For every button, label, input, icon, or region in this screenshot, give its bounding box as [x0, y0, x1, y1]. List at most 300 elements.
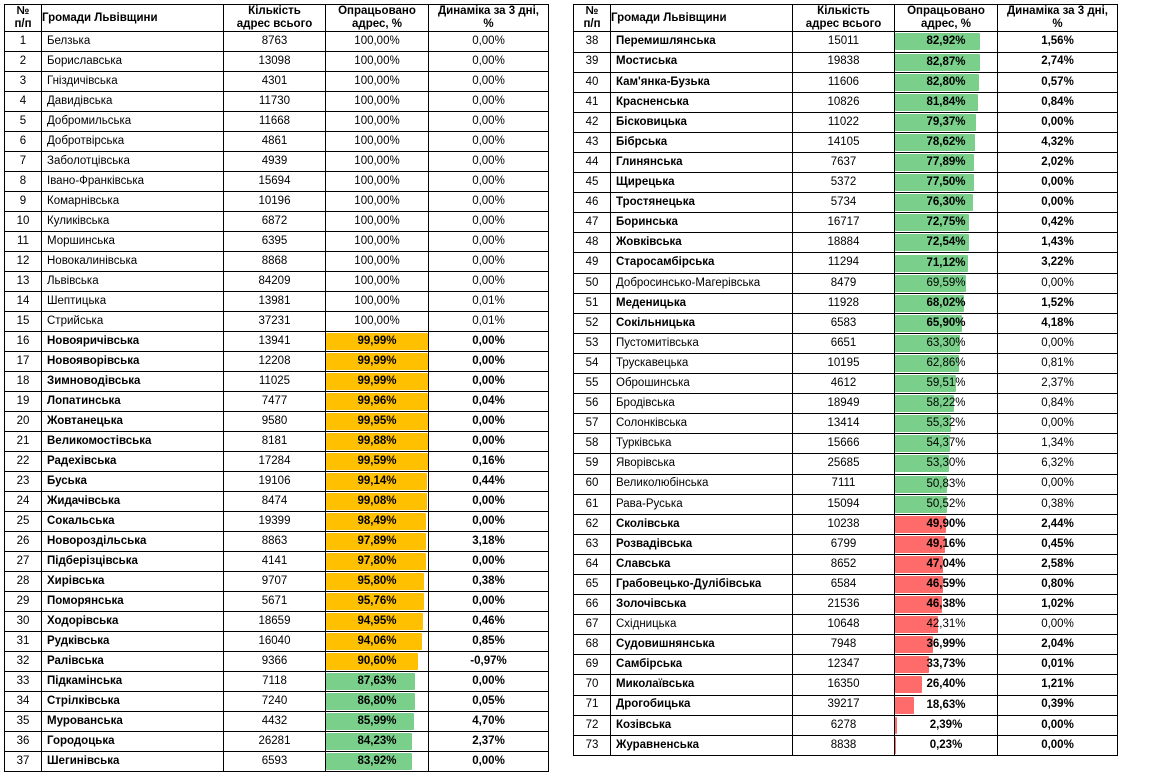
row-number: 41	[574, 92, 611, 112]
processed-bar-wrapper	[895, 476, 997, 493]
processed-bar-wrapper	[326, 433, 428, 450]
row-number: 18	[5, 372, 42, 392]
dynamics-percent: 0,00%	[429, 432, 549, 452]
header-processed	[326, 5, 429, 32]
table-row	[5, 692, 549, 712]
table-row	[574, 474, 1118, 494]
processed-bar-wrapper	[895, 54, 997, 71]
row-number: 38	[574, 32, 611, 52]
table-body-left	[5, 32, 549, 772]
community-name: Великомостівська	[42, 432, 224, 452]
row-number: 24	[5, 492, 42, 512]
community-name: Добромильська	[42, 112, 224, 132]
table-header-right	[574, 5, 1118, 32]
processed-bar-wrapper	[326, 353, 428, 370]
row-number: 72	[574, 715, 611, 735]
community-name: Куликівська	[42, 212, 224, 232]
processed-percent-cell	[895, 333, 998, 353]
row-number: 23	[5, 472, 42, 492]
dynamics-percent: 2,02%	[998, 153, 1118, 173]
processed-percent-value: 99,99%	[357, 335, 397, 348]
table-row	[574, 595, 1118, 615]
row-number: 27	[5, 552, 42, 572]
processed-bar-wrapper	[895, 596, 997, 613]
dynamics-percent: 0,00%	[429, 352, 549, 372]
table-row	[5, 232, 549, 252]
processed-percent-value: 2,39%	[929, 718, 963, 731]
processed-percent-cell	[326, 252, 429, 272]
row-number: 21	[5, 432, 42, 452]
addresses-total: 19106	[224, 472, 326, 492]
table-row	[574, 454, 1118, 474]
row-number: 5	[5, 112, 42, 132]
processed-percent-value: 94,06%	[357, 635, 397, 648]
dynamics-percent: 2,44%	[998, 514, 1118, 534]
processed-bar-wrapper	[895, 295, 997, 312]
row-number: 43	[574, 132, 611, 152]
row-number: 45	[574, 173, 611, 193]
header-processed-line1: Опрацьовано	[338, 5, 416, 17]
processed-percent-value: 0,23%	[929, 738, 963, 751]
table-row	[5, 452, 549, 472]
table-row	[5, 512, 549, 532]
processed-bar-wrapper	[326, 233, 428, 250]
dynamics-percent: 0,00%	[998, 112, 1118, 132]
table-row	[5, 312, 549, 332]
processed-bar-wrapper	[326, 413, 428, 430]
processed-bar-wrapper	[895, 94, 997, 111]
table-row	[574, 233, 1118, 253]
row-number: 59	[574, 454, 611, 474]
addresses-total: 8652	[793, 554, 895, 574]
community-name: Розвадівська	[611, 534, 793, 554]
row-number: 68	[574, 635, 611, 655]
header-processed	[895, 5, 998, 32]
community-name: Миколаївська	[611, 675, 793, 695]
processed-bar-wrapper	[326, 613, 428, 630]
processed-bar-wrapper	[326, 193, 428, 210]
processed-bar-wrapper	[895, 275, 997, 292]
row-number: 3	[5, 72, 42, 92]
processed-bar-wrapper	[895, 315, 997, 332]
table-row	[5, 372, 549, 392]
table-row	[5, 112, 549, 132]
table-row	[574, 153, 1118, 173]
processed-bar-wrapper	[326, 293, 428, 310]
processed-bar-wrapper	[895, 697, 997, 714]
addresses-total: 6278	[793, 715, 895, 735]
community-name: Старосамбірська	[611, 253, 793, 273]
addresses-total: 7477	[224, 392, 326, 412]
processed-percent-cell	[895, 635, 998, 655]
table-row	[5, 752, 549, 772]
community-name: Хирівська	[42, 572, 224, 592]
processed-percent-value: 85,99%	[357, 715, 397, 728]
addresses-total: 14105	[793, 132, 895, 152]
processed-percent-cell	[326, 92, 429, 112]
dynamics-percent: 1,34%	[998, 434, 1118, 454]
processed-percent-value: 81,84%	[926, 95, 966, 108]
addresses-total: 84209	[224, 272, 326, 292]
processed-bar-wrapper	[895, 717, 997, 734]
processed-bar-wrapper	[895, 435, 997, 452]
dynamics-percent: 0,39%	[998, 695, 1118, 715]
processed-percent-value: 90,60%	[357, 655, 397, 668]
header-addresses-line1: Кількість	[248, 5, 301, 17]
table-row	[574, 414, 1118, 434]
processed-percent-value: 49,90%	[926, 517, 966, 530]
table-row	[574, 735, 1118, 755]
table-row	[574, 655, 1118, 675]
processed-percent-cell	[326, 572, 429, 592]
processed-percent-value: 100,00%	[354, 215, 400, 228]
processed-percent-cell	[326, 732, 429, 752]
community-name: Рудківська	[42, 632, 224, 652]
addresses-total: 5671	[224, 592, 326, 612]
processed-bar-wrapper	[895, 375, 997, 392]
header-row	[5, 5, 549, 32]
processed-percent-cell	[326, 532, 429, 552]
processed-percent-cell	[326, 432, 429, 452]
table-row	[574, 374, 1118, 394]
dynamics-percent: 0,00%	[429, 52, 549, 72]
communities-table-right	[573, 4, 1118, 756]
processed-bar-wrapper	[326, 213, 428, 230]
addresses-total: 5734	[793, 193, 895, 213]
processed-percent-value: 78,62%	[926, 135, 966, 148]
processed-percent-value: 100,00%	[354, 275, 400, 288]
community-name: Заболотцівська	[42, 152, 224, 172]
row-number: 22	[5, 452, 42, 472]
processed-bar-wrapper	[326, 273, 428, 290]
addresses-total: 15094	[793, 494, 895, 514]
processed-percent-value: 95,76%	[357, 595, 397, 608]
processed-percent-cell	[326, 692, 429, 712]
processed-percent-cell	[895, 132, 998, 152]
processed-percent-cell	[895, 735, 998, 755]
dynamics-percent: 2,37%	[998, 374, 1118, 394]
row-number: 26	[5, 532, 42, 552]
addresses-total: 10648	[793, 615, 895, 635]
table-row	[5, 392, 549, 412]
processed-bar-wrapper	[326, 553, 428, 570]
addresses-total: 11294	[793, 253, 895, 273]
addresses-total: 13981	[224, 292, 326, 312]
community-name: Трускавецька	[611, 353, 793, 373]
processed-percent-value: 50,52%	[926, 497, 966, 510]
table-row	[574, 534, 1118, 554]
addresses-total: 8763	[224, 32, 326, 52]
processed-bar-wrapper	[895, 154, 997, 171]
community-name: Жовківська	[611, 233, 793, 253]
addresses-total: 7111	[793, 474, 895, 494]
processed-percent-cell	[895, 92, 998, 112]
row-number: 1	[5, 32, 42, 52]
table-row	[574, 434, 1118, 454]
processed-percent-cell	[326, 372, 429, 392]
header-number-line1: №	[585, 5, 599, 17]
dynamics-percent: 0,01%	[429, 292, 549, 312]
addresses-total: 4141	[224, 552, 326, 572]
processed-percent-value: 72,75%	[926, 216, 966, 229]
table-row	[574, 635, 1118, 655]
community-name: Судовишнянська	[611, 635, 793, 655]
processed-percent-value: 82,87%	[926, 55, 966, 68]
table-row	[574, 353, 1118, 373]
community-name: Кам'янка-Бузька	[611, 72, 793, 92]
community-name: Стрілківська	[42, 692, 224, 712]
processed-bar-wrapper	[895, 737, 997, 754]
processed-percent-cell	[326, 272, 429, 292]
addresses-total: 8838	[793, 735, 895, 755]
dynamics-percent: 1,56%	[998, 32, 1118, 52]
table-row	[5, 652, 549, 672]
header-addresses-line1: Кількість	[817, 5, 870, 17]
processed-percent-cell	[326, 292, 429, 312]
processed-percent-value: 82,92%	[926, 35, 966, 48]
header-number	[574, 5, 611, 32]
addresses-total: 9707	[224, 572, 326, 592]
community-name: Дрогобицька	[611, 695, 793, 715]
processed-percent-value: 18,63%	[926, 698, 966, 711]
table-row	[5, 552, 549, 572]
addresses-total: 7118	[224, 672, 326, 692]
processed-percent-value: 99,08%	[357, 495, 397, 508]
processed-percent-value: 59,51%	[926, 377, 966, 390]
processed-percent-cell	[326, 752, 429, 772]
processed-percent-cell	[326, 112, 429, 132]
addresses-total: 16040	[224, 632, 326, 652]
row-number: 44	[574, 153, 611, 173]
processed-bar-wrapper	[326, 373, 428, 390]
table-row	[574, 675, 1118, 695]
processed-percent-cell	[326, 392, 429, 412]
community-name: Бориславська	[42, 52, 224, 72]
processed-percent-cell	[326, 672, 429, 692]
community-name: Тростянецька	[611, 193, 793, 213]
table-row	[574, 394, 1118, 414]
table-row	[574, 132, 1118, 152]
table-body-right	[574, 32, 1118, 756]
processed-percent-value: 100,00%	[354, 55, 400, 68]
row-number: 40	[574, 72, 611, 92]
community-name: Підберізцівська	[42, 552, 224, 572]
addresses-total: 37231	[224, 312, 326, 332]
processed-bar-wrapper	[326, 153, 428, 170]
dynamics-percent: 1,43%	[998, 233, 1118, 253]
row-number: 6	[5, 132, 42, 152]
processed-percent-cell	[326, 332, 429, 352]
community-name: Зимноводівська	[42, 372, 224, 392]
processed-percent-cell	[895, 655, 998, 675]
processed-percent-value: 65,90%	[926, 316, 966, 329]
row-number: 8	[5, 172, 42, 192]
community-name: Івано-Франківська	[42, 172, 224, 192]
processed-bar-wrapper	[326, 133, 428, 150]
dynamics-percent: 0,84%	[998, 394, 1118, 414]
processed-percent-value: 46,59%	[926, 578, 966, 591]
table-row	[5, 352, 549, 372]
dynamics-percent: 0,00%	[429, 192, 549, 212]
processed-percent-value: 83,92%	[357, 755, 397, 768]
addresses-total: 7948	[793, 635, 895, 655]
addresses-total: 15666	[793, 434, 895, 454]
community-name: Моршинська	[42, 232, 224, 252]
processed-percent-cell	[895, 112, 998, 132]
header-community: Громади Львівщини	[611, 5, 793, 32]
table-row	[574, 313, 1118, 333]
addresses-total: 18884	[793, 233, 895, 253]
dynamics-percent: 0,85%	[429, 632, 549, 652]
processed-bar-wrapper	[895, 335, 997, 352]
dynamics-percent: 0,81%	[998, 353, 1118, 373]
header-dynamics	[998, 5, 1118, 32]
processed-bar-wrapper	[895, 134, 997, 151]
table-row	[5, 672, 549, 692]
processed-percent-cell	[895, 454, 998, 474]
row-number: 2	[5, 52, 42, 72]
processed-percent-cell	[326, 312, 429, 332]
processed-percent-cell	[326, 352, 429, 372]
processed-percent-cell	[895, 153, 998, 173]
table-row	[574, 695, 1118, 715]
processed-percent-cell	[895, 595, 998, 615]
addresses-total: 8181	[224, 432, 326, 452]
dynamics-percent: -0,97%	[429, 652, 549, 672]
processed-percent-value: 100,00%	[354, 115, 400, 128]
addresses-total: 11730	[224, 92, 326, 112]
table-row	[5, 92, 549, 112]
community-name: Радехівська	[42, 452, 224, 472]
addresses-total: 4861	[224, 132, 326, 152]
processed-percent-cell	[895, 233, 998, 253]
table-row	[5, 72, 549, 92]
row-number: 20	[5, 412, 42, 432]
community-name: Давидівська	[42, 92, 224, 112]
row-number: 28	[5, 572, 42, 592]
row-number: 49	[574, 253, 611, 273]
dynamics-percent: 0,45%	[998, 534, 1118, 554]
community-name: Новороздільська	[42, 532, 224, 552]
processed-percent-cell	[895, 534, 998, 554]
community-name: Східницька	[611, 615, 793, 635]
processed-percent-cell	[895, 574, 998, 594]
dynamics-percent: 6,32%	[998, 454, 1118, 474]
row-number: 29	[5, 592, 42, 612]
processed-percent-cell	[895, 374, 998, 394]
dynamics-percent: 0,00%	[998, 273, 1118, 293]
processed-bar-wrapper	[326, 393, 428, 410]
table-row	[574, 514, 1118, 534]
processed-percent-value: 99,96%	[357, 395, 397, 408]
processed-percent-value: 47,04%	[926, 557, 966, 570]
community-name: Гніздичівська	[42, 72, 224, 92]
dynamics-percent: 0,00%	[429, 152, 549, 172]
row-number: 69	[574, 655, 611, 675]
processed-bar-wrapper	[895, 496, 997, 513]
addresses-total: 6584	[793, 574, 895, 594]
community-name: Бібрська	[611, 132, 793, 152]
dynamics-percent: 0,00%	[429, 672, 549, 692]
processed-bar-wrapper	[895, 636, 997, 653]
addresses-total: 6872	[224, 212, 326, 232]
processed-percent-value: 99,95%	[357, 415, 397, 428]
processed-bar-wrapper	[326, 113, 428, 130]
dynamics-percent: 2,37%	[429, 732, 549, 752]
addresses-total: 16350	[793, 675, 895, 695]
addresses-total: 11668	[224, 112, 326, 132]
processed-bar-wrapper	[895, 556, 997, 573]
table-row	[5, 252, 549, 272]
addresses-total: 21536	[793, 595, 895, 615]
dynamics-percent: 0,38%	[998, 494, 1118, 514]
table-row	[5, 332, 549, 352]
header-dynamics-line1: Динаміка за 3 дні,	[1006, 5, 1109, 17]
processed-percent-value: 53,30%	[926, 457, 966, 470]
processed-bar-wrapper	[895, 114, 997, 131]
table-row	[5, 472, 549, 492]
community-name: Стрийська	[42, 312, 224, 332]
community-name: Бісковицька	[611, 112, 793, 132]
table-row	[5, 52, 549, 72]
community-name: Перемишлянська	[611, 32, 793, 52]
processed-percent-value: 99,99%	[357, 355, 397, 368]
dynamics-percent: 0,46%	[429, 612, 549, 632]
table-row	[5, 432, 549, 452]
dynamics-percent: 0,84%	[998, 92, 1118, 112]
processed-bar-wrapper	[326, 593, 428, 610]
dynamics-percent: 2,04%	[998, 635, 1118, 655]
processed-percent-value: 100,00%	[354, 295, 400, 308]
processed-percent-value: 58,22%	[926, 397, 966, 410]
community-name: Комарнівська	[42, 192, 224, 212]
processed-bar-wrapper	[326, 33, 428, 50]
processed-percent-value: 77,50%	[926, 176, 966, 189]
row-number: 42	[574, 112, 611, 132]
processed-percent-value: 100,00%	[354, 175, 400, 188]
community-name: Мостиська	[611, 52, 793, 72]
community-name: Новояричівська	[42, 332, 224, 352]
addresses-total: 11022	[793, 112, 895, 132]
header-processed-line2: адрес, %	[921, 18, 971, 31]
processed-percent-value: 99,99%	[357, 375, 397, 388]
processed-bar-wrapper	[895, 576, 997, 593]
table-row	[574, 253, 1118, 273]
dynamics-percent: 1,02%	[998, 595, 1118, 615]
addresses-total: 9366	[224, 652, 326, 672]
dynamics-percent: 0,01%	[429, 312, 549, 332]
processed-percent-cell	[895, 474, 998, 494]
table-row	[574, 193, 1118, 213]
processed-percent-cell	[895, 52, 998, 72]
header-number-line1: №	[16, 5, 30, 17]
addresses-total: 6583	[793, 313, 895, 333]
dynamics-percent: 0,38%	[429, 572, 549, 592]
addresses-total: 10826	[793, 92, 895, 112]
header-addresses	[793, 5, 895, 32]
table-row	[5, 712, 549, 732]
processed-percent-cell	[895, 32, 998, 52]
processed-percent-cell	[326, 172, 429, 192]
community-name: Ходорівська	[42, 612, 224, 632]
row-number: 58	[574, 434, 611, 454]
table-header-left	[5, 5, 549, 32]
header-addresses-line2: адрес всього	[805, 18, 882, 31]
community-name: Лопатинська	[42, 392, 224, 412]
addresses-total: 13098	[224, 52, 326, 72]
dynamics-percent: 0,00%	[998, 474, 1118, 494]
table-row	[574, 92, 1118, 112]
